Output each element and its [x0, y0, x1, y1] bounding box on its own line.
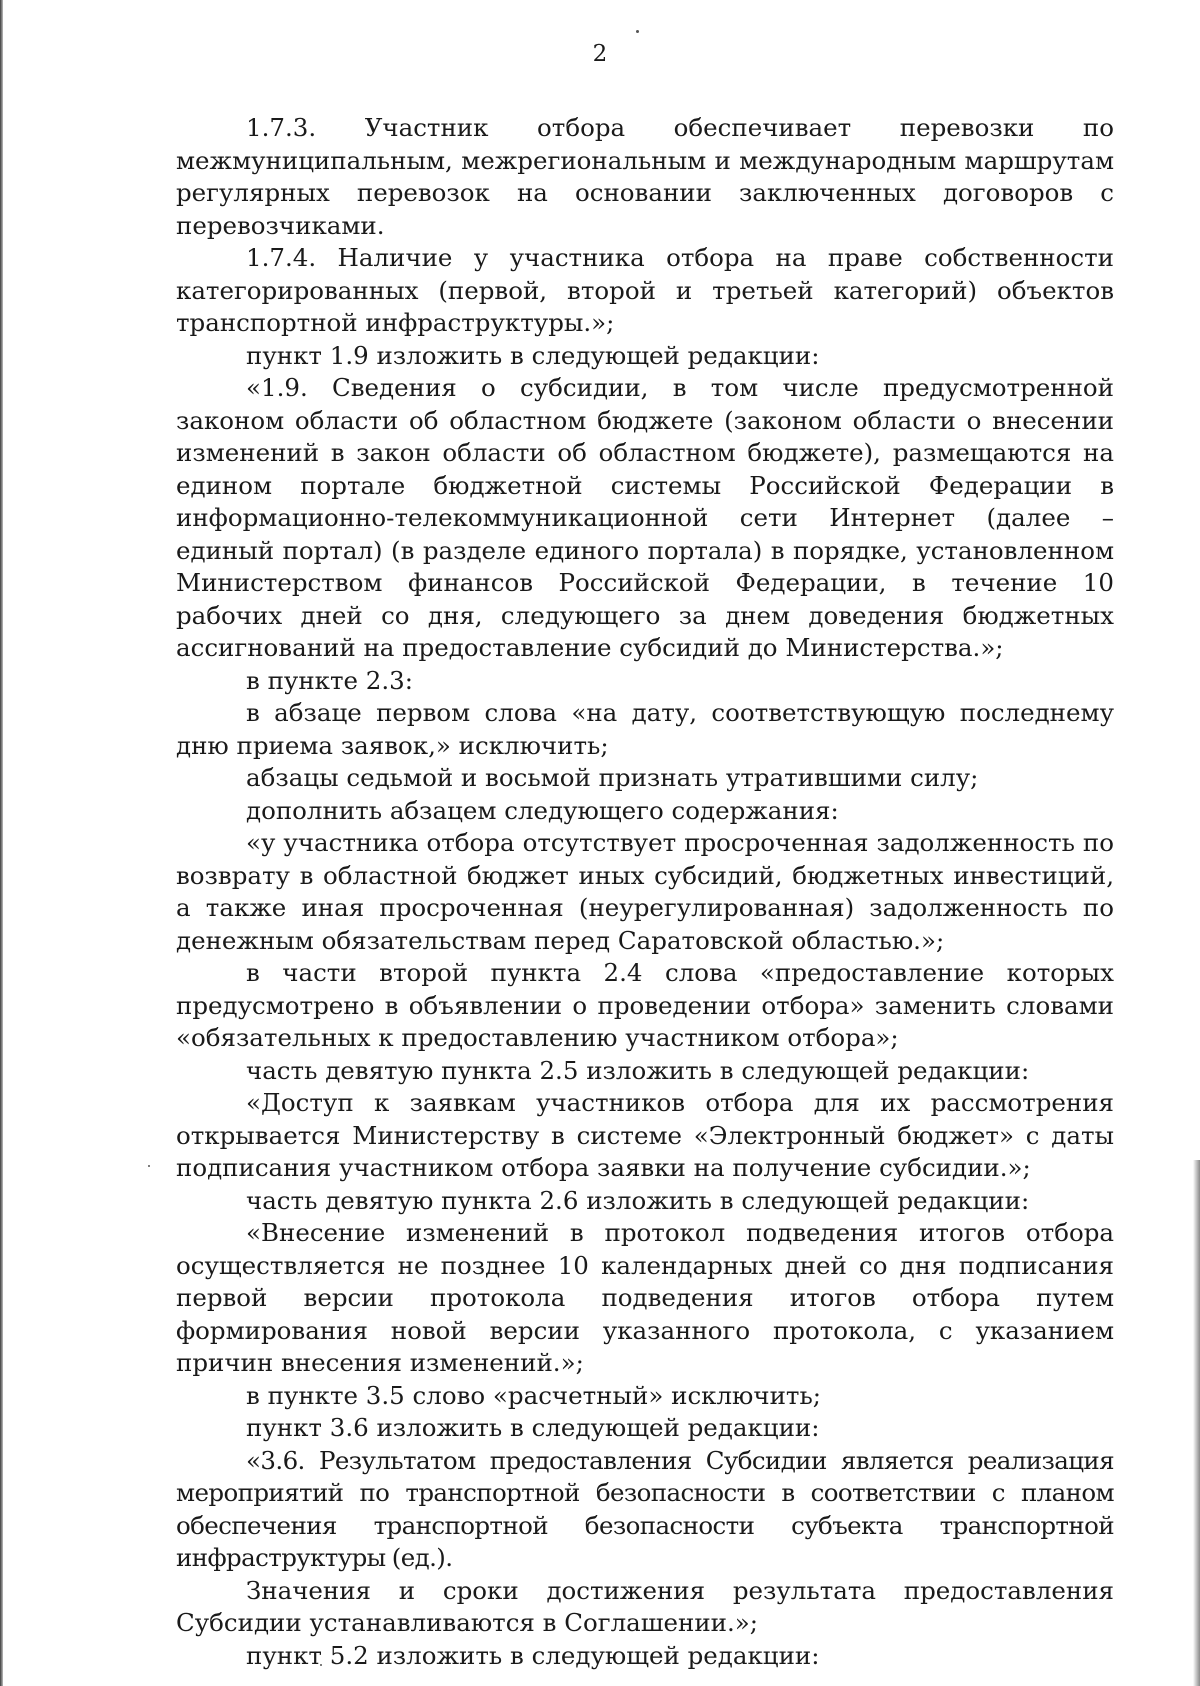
paragraph-3-6-values: Значения и сроки достижения результата предоставления Субсидии устанавливаются в Соглашении.»;: [176, 1575, 1114, 1637]
paragraph-2-3-new: «у участника отбора отсутствует просроченная задолженность по возврату в областной бюджет иных субсидий, бюджетных инвестиций, а также иная просроченная (неурегулированная) задолженность по денежным обязательствам перед Саратовской областью.»;: [176, 828, 1114, 955]
paragraph-amend-5-2: пункт 5.2 изложить в следующей редакции:: [246, 1640, 820, 1670]
paragraph-amend-2-5: часть девятую пункта 2.5 изложить в следующей редакции:: [246, 1055, 1030, 1085]
paragraph-2-5: «Доступ к заявкам участников отбора для их рассмотрения открывается Министерству в системе «Электронный бюджет» с даты подписания участником отбора заявки на получение субсидии.»;: [176, 1088, 1114, 1182]
paragraph-2-4: в части второй пункта 2.4 слова «предоставление которых предусмотрено в объявлении о проведении отбора» заменить словами «обязательных к предоставлению участником отбора»;: [176, 958, 1114, 1052]
scan-edge-right: [1193, 1160, 1200, 1686]
scan-speck: [636, 30, 639, 33]
paragraph-1-9: «1.9. Сведения о субсидии, в том числе предусмотренной законом области об областном бюджете (законом области о внесении изменений в закон области об областном бюджете), размещаются на едином портале бюджетной системы Российской Федерации в информационно-телекоммуникационной сети Интернет (далее – единый портал) (в разделе единого портала) в порядке, установленном Министерством финансов Российской Федерации, в течение 10 рабочих дней со дня, следующего за днем доведения бюджетных ассигнований на предоставление субсидий до Министерства.»;: [176, 373, 1114, 662]
page-number: 2: [592, 41, 608, 67]
paragraph-amend-1-9: пункт 1.9 изложить в следующей редакции:: [246, 340, 820, 370]
paragraph-2-3-add: дополнить абзацем следующего содержания:: [246, 795, 839, 825]
paragraph-1-7-3: 1.7.3. Участник отбора обеспечивает перевозки по межмуниципальным, межрегиональным и международным маршрутам регулярных перевозок на основании заключенных договоров с перевозчиками.: [176, 113, 1114, 240]
paragraph-2-6: «Внесение изменений в протокол подведения итогов отбора осуществляется не позднее 10 календарных дней со дня подписания первой версии протокола подведения итогов отбора путем формирования новой версии указанного протокола, с указанием причин внесения изменений.»;: [176, 1218, 1114, 1377]
paragraph-3-5: в пункте 3.5 слово «расчетный» исключить;: [246, 1380, 822, 1410]
document-body: [176, 112, 1114, 1672]
paragraph-amend-3-6: пункт 3.6 изложить в следующей редакции:: [246, 1413, 820, 1442]
paragraph-1-7-4: 1.7.4. Наличие у участника отбора на праве собственности категорированных (первой, второй и третьей категорий) объектов транспортной инфраструктуры.»;: [176, 243, 1114, 337]
paragraph-amend-2-3: в пункте 2.3:: [246, 665, 414, 695]
paragraph-amend-2-6: часть девятую пункта 2.6 изложить в следующей редакции:: [246, 1185, 1030, 1215]
paragraph-3-6: «3.6. Результатом предоставления Субсидии является реализация мероприятий по транспортной безопасности в соответствии с планом обеспечения транспортной безопасности субъекта транспортной инфраструктуры (ед.).: [176, 1445, 1114, 1572]
scan-speck: [148, 1165, 150, 1167]
paragraph-2-3-repeal: абзацы седьмой и восьмой признать утратившими силу;: [246, 763, 979, 792]
paragraph-2-3-first: в абзаце первом слова «на дату, соответствующую последнему дню приема заявок,» исключить;: [176, 698, 1114, 760]
scan-edge-left: [0, 0, 3, 1686]
